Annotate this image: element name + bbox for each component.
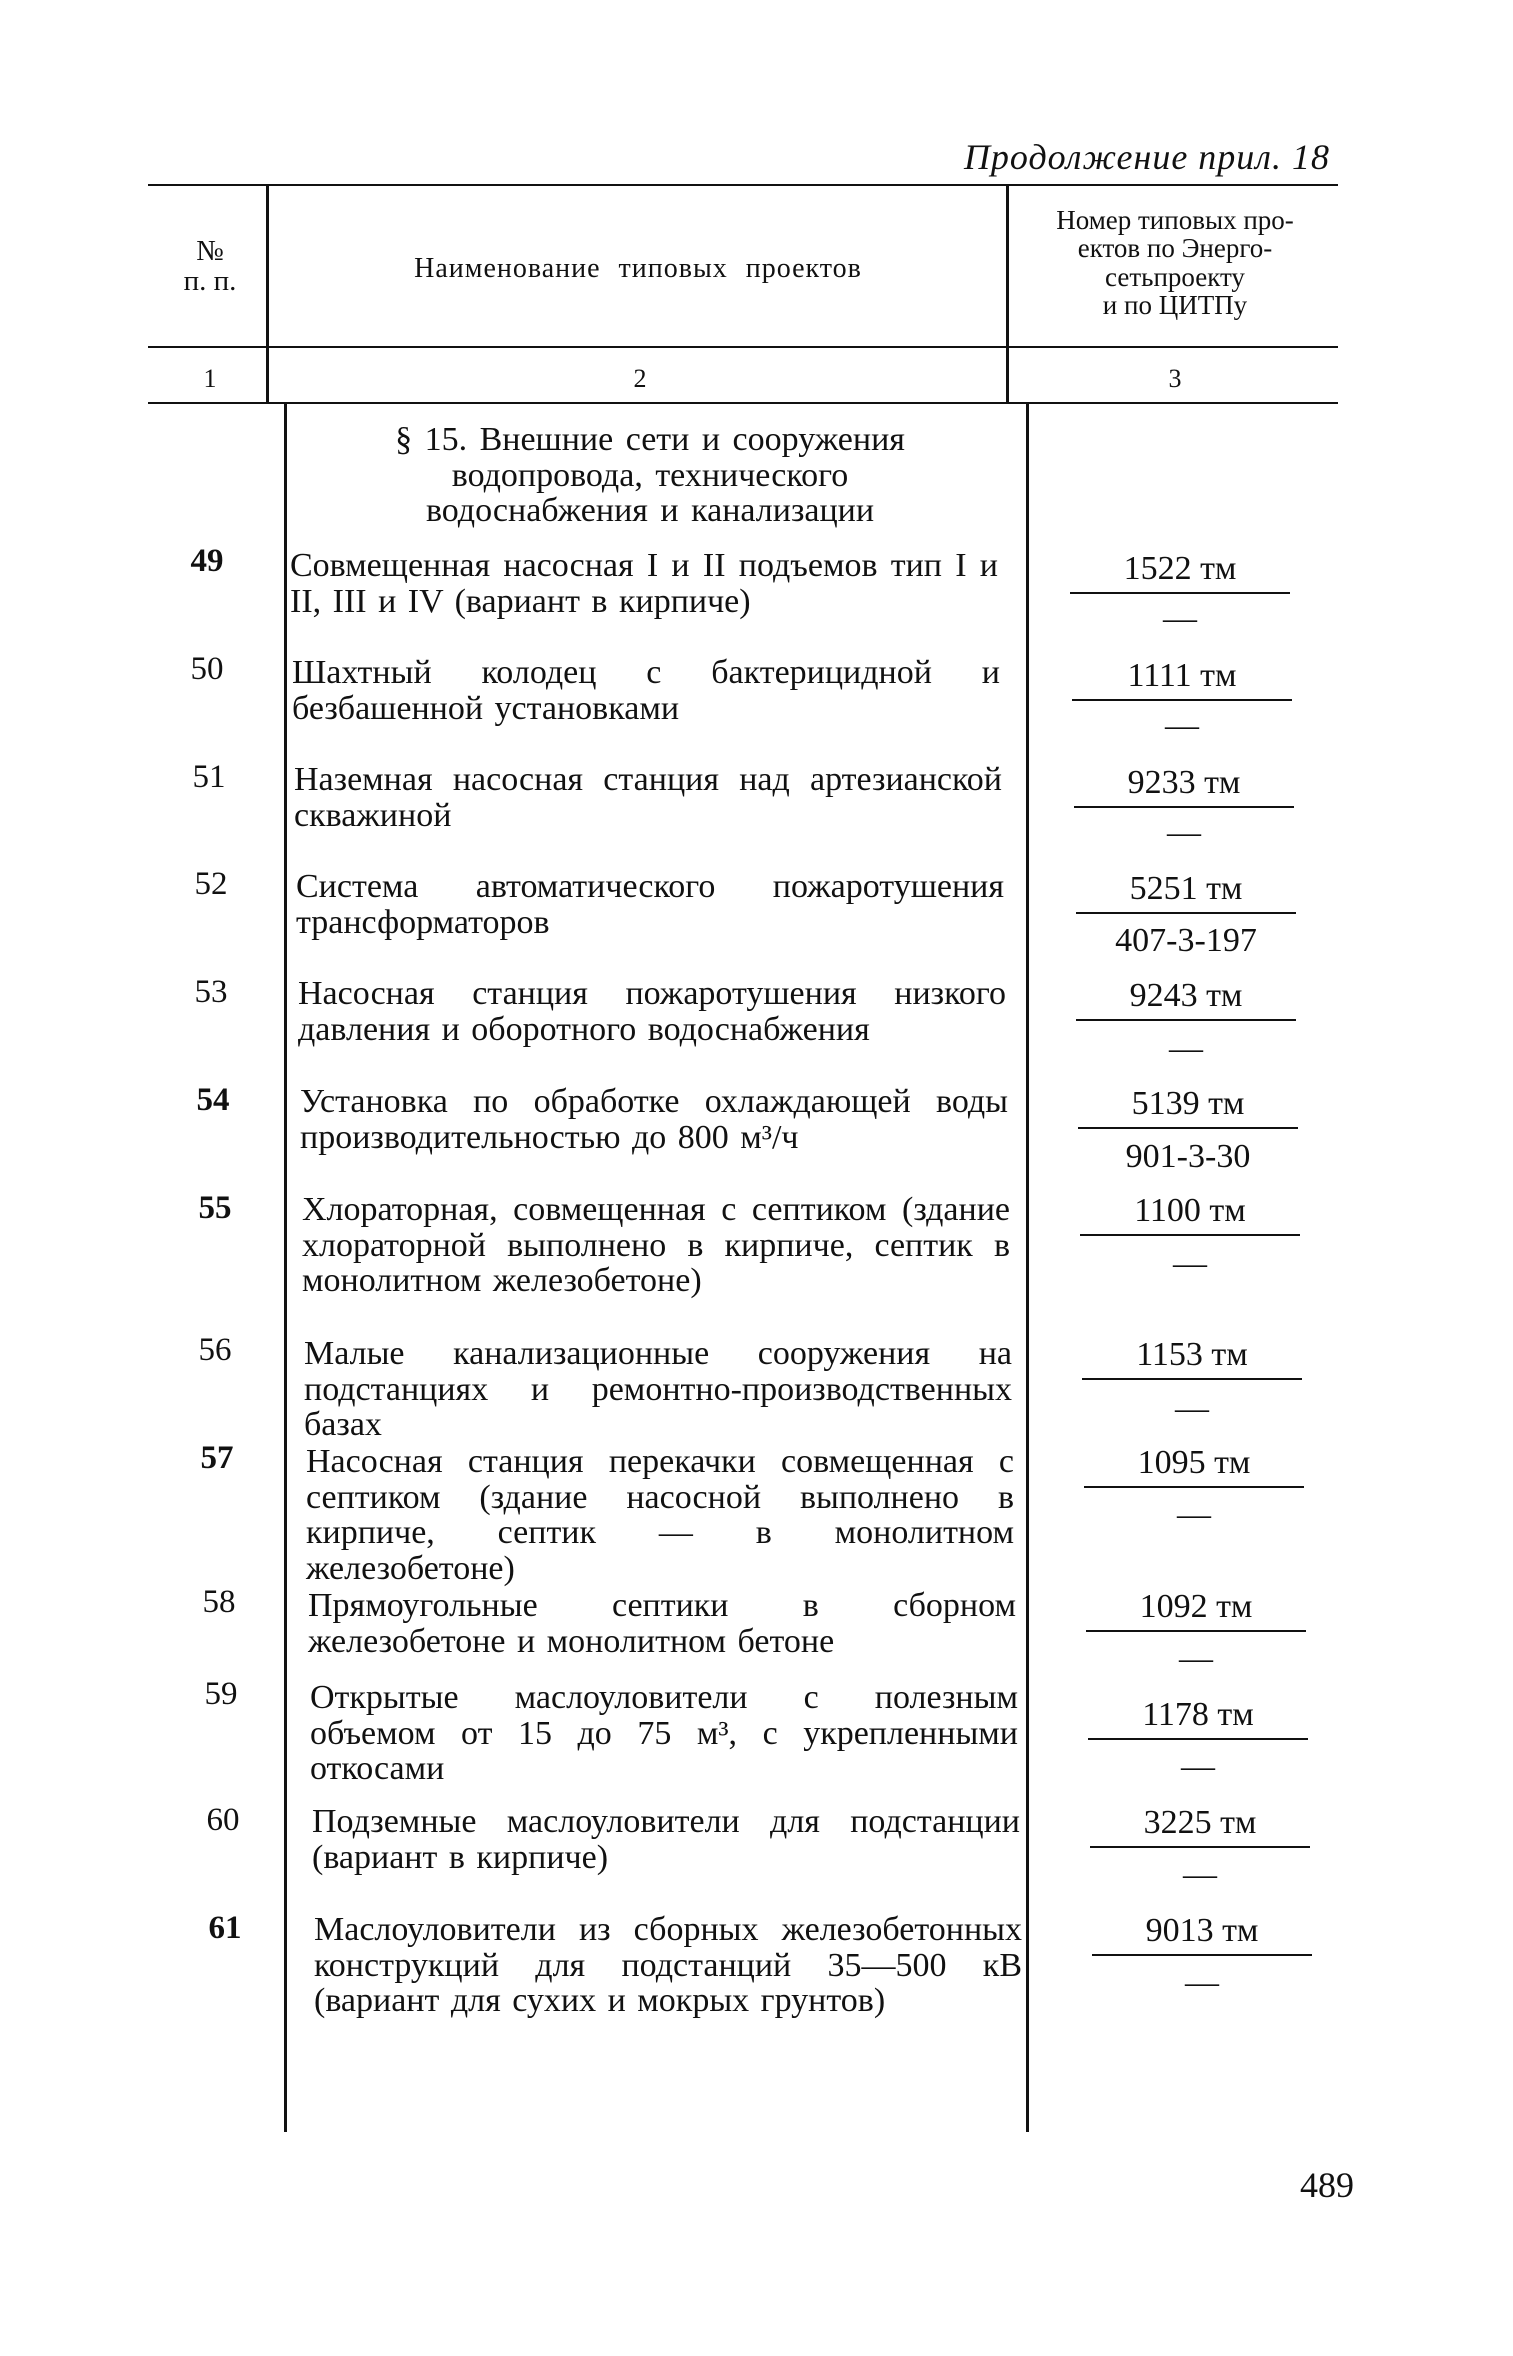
- project-number-bottom: —: [1185, 1964, 1219, 2001]
- row-name: Малые канализационные сооружения на подстанциях и ремонтно-производственных базах: [304, 1335, 1012, 1444]
- project-number-bottom: —: [1169, 1030, 1203, 1067]
- header-project-number-cell: Номер типовых про- ектов по Энерго- сетьпроекту и по ЦИТПу: [1056, 205, 1294, 321]
- project-number-bottom: —: [1183, 1856, 1217, 1893]
- row-number: 54: [196, 1082, 230, 1118]
- project-number-top: 1153 тм: [1082, 1336, 1302, 1380]
- column-divider-1-body: [284, 404, 287, 2132]
- row-name: Подземные маслоуловители для подстанции (вариант в кирпиче): [312, 1803, 1020, 1876]
- project-number-bottom: —: [1179, 1640, 1213, 1677]
- row-name: Наземная насосная станция над артезианской скважиной: [294, 761, 1002, 834]
- row-number: 50: [190, 651, 224, 687]
- header-bottom-rule: [148, 346, 1338, 348]
- row-name: Установка по обработке охлаждающей воды производительностью до 800 м³/ч: [300, 1083, 1008, 1156]
- row-number: 60: [206, 1802, 240, 1838]
- project-number-top: 9243 тм: [1076, 977, 1296, 1021]
- section-heading: § 15. Внешние сети и сооружения водопровода, технического водоснабжения и канализации: [395, 421, 905, 530]
- project-number-top: 9013 тм: [1092, 1912, 1312, 1956]
- column-number-1: 1: [203, 364, 217, 393]
- project-number-top: 1092 тм: [1086, 1588, 1306, 1632]
- row-number: 53: [194, 974, 228, 1010]
- row-name: Хлораторная, совмещенная с септиком (здание хлораторной выполнено в кирпиче, септик в монолитном железобетоне): [302, 1191, 1010, 1300]
- project-number-top: 3225 тм: [1090, 1804, 1310, 1848]
- project-number-bottom: —: [1175, 1390, 1209, 1427]
- row-name: Насосная станция перекачки совмещенная с септиком (здание насосной выполнено в кирпиче, септик — в монолитном железобетоне): [306, 1443, 1014, 1588]
- header-name-cell: Наименование типовых проектов: [414, 253, 862, 284]
- project-number-top: 1100 тм: [1080, 1192, 1300, 1236]
- project-number-bottom: —: [1165, 707, 1199, 744]
- project-number-top: 1095 тм: [1084, 1444, 1304, 1488]
- project-number-top: 1178 тм: [1088, 1696, 1308, 1740]
- row-number: 59: [204, 1676, 238, 1712]
- row-name: Маслоуловители из сборных железобетонных конструкций для подстанций 35—500 кВ (вариант для сухих и мокрых грунтов): [314, 1911, 1022, 2020]
- column-number-2: 2: [633, 364, 647, 393]
- running-head: Продолжение прил. 18: [963, 137, 1330, 177]
- project-number-top: 9233 тм: [1074, 764, 1294, 808]
- project-number-bottom: —: [1163, 600, 1197, 637]
- project-number-top: 1522 тм: [1070, 550, 1290, 594]
- row-number: 49: [190, 543, 224, 579]
- row-number: 58: [202, 1584, 236, 1620]
- page-number: 489: [1300, 2165, 1354, 2205]
- row-number: 51: [192, 759, 226, 795]
- column-divider-2-body: [1026, 404, 1029, 2132]
- project-number-bottom: —: [1177, 1496, 1211, 1533]
- row-name: Система автоматического пожаротушения трансформаторов: [296, 868, 1004, 941]
- row-name: Шахтный колодец с бактерицидной и безбашенной установками: [292, 654, 1000, 727]
- column-number-3: 3: [1168, 364, 1182, 393]
- row-name: Прямоугольные септики в сборном железобетоне и монолитном бетоне: [308, 1587, 1016, 1660]
- row-name: Совмещенная насосная I и II подъемов тип I и II, III и IV (вариант в кирпиче): [290, 547, 998, 620]
- project-number-top: 5139 тм: [1078, 1085, 1298, 1129]
- project-number-bottom: 901-3-30: [1125, 1138, 1251, 1175]
- row-number: 55: [198, 1190, 232, 1226]
- project-number-bottom: —: [1181, 1748, 1215, 1785]
- row-number: 52: [194, 866, 228, 902]
- row-number: 56: [198, 1332, 232, 1368]
- project-number-bottom: —: [1173, 1245, 1207, 1282]
- row-number: 61: [208, 1910, 242, 1946]
- header-number-cell: № п. п.: [183, 235, 237, 298]
- row-number: 57: [200, 1440, 234, 1476]
- project-number-bottom: 407-3-197: [1115, 922, 1257, 959]
- row-name: Открытые маслоуловители с полезным объемом от 15 до 75 м³, с укрепленными откосами: [310, 1679, 1018, 1788]
- table-top-rule: [148, 184, 1338, 186]
- project-number-bottom: —: [1167, 814, 1201, 851]
- project-number-top: 1111 тм: [1072, 657, 1292, 701]
- row-name: Насосная станция пожаротушения низкого давления и оборотного водоснабжения: [298, 975, 1006, 1048]
- project-number-top: 5251 тм: [1076, 870, 1296, 914]
- colnum-bottom-rule: [148, 402, 1338, 404]
